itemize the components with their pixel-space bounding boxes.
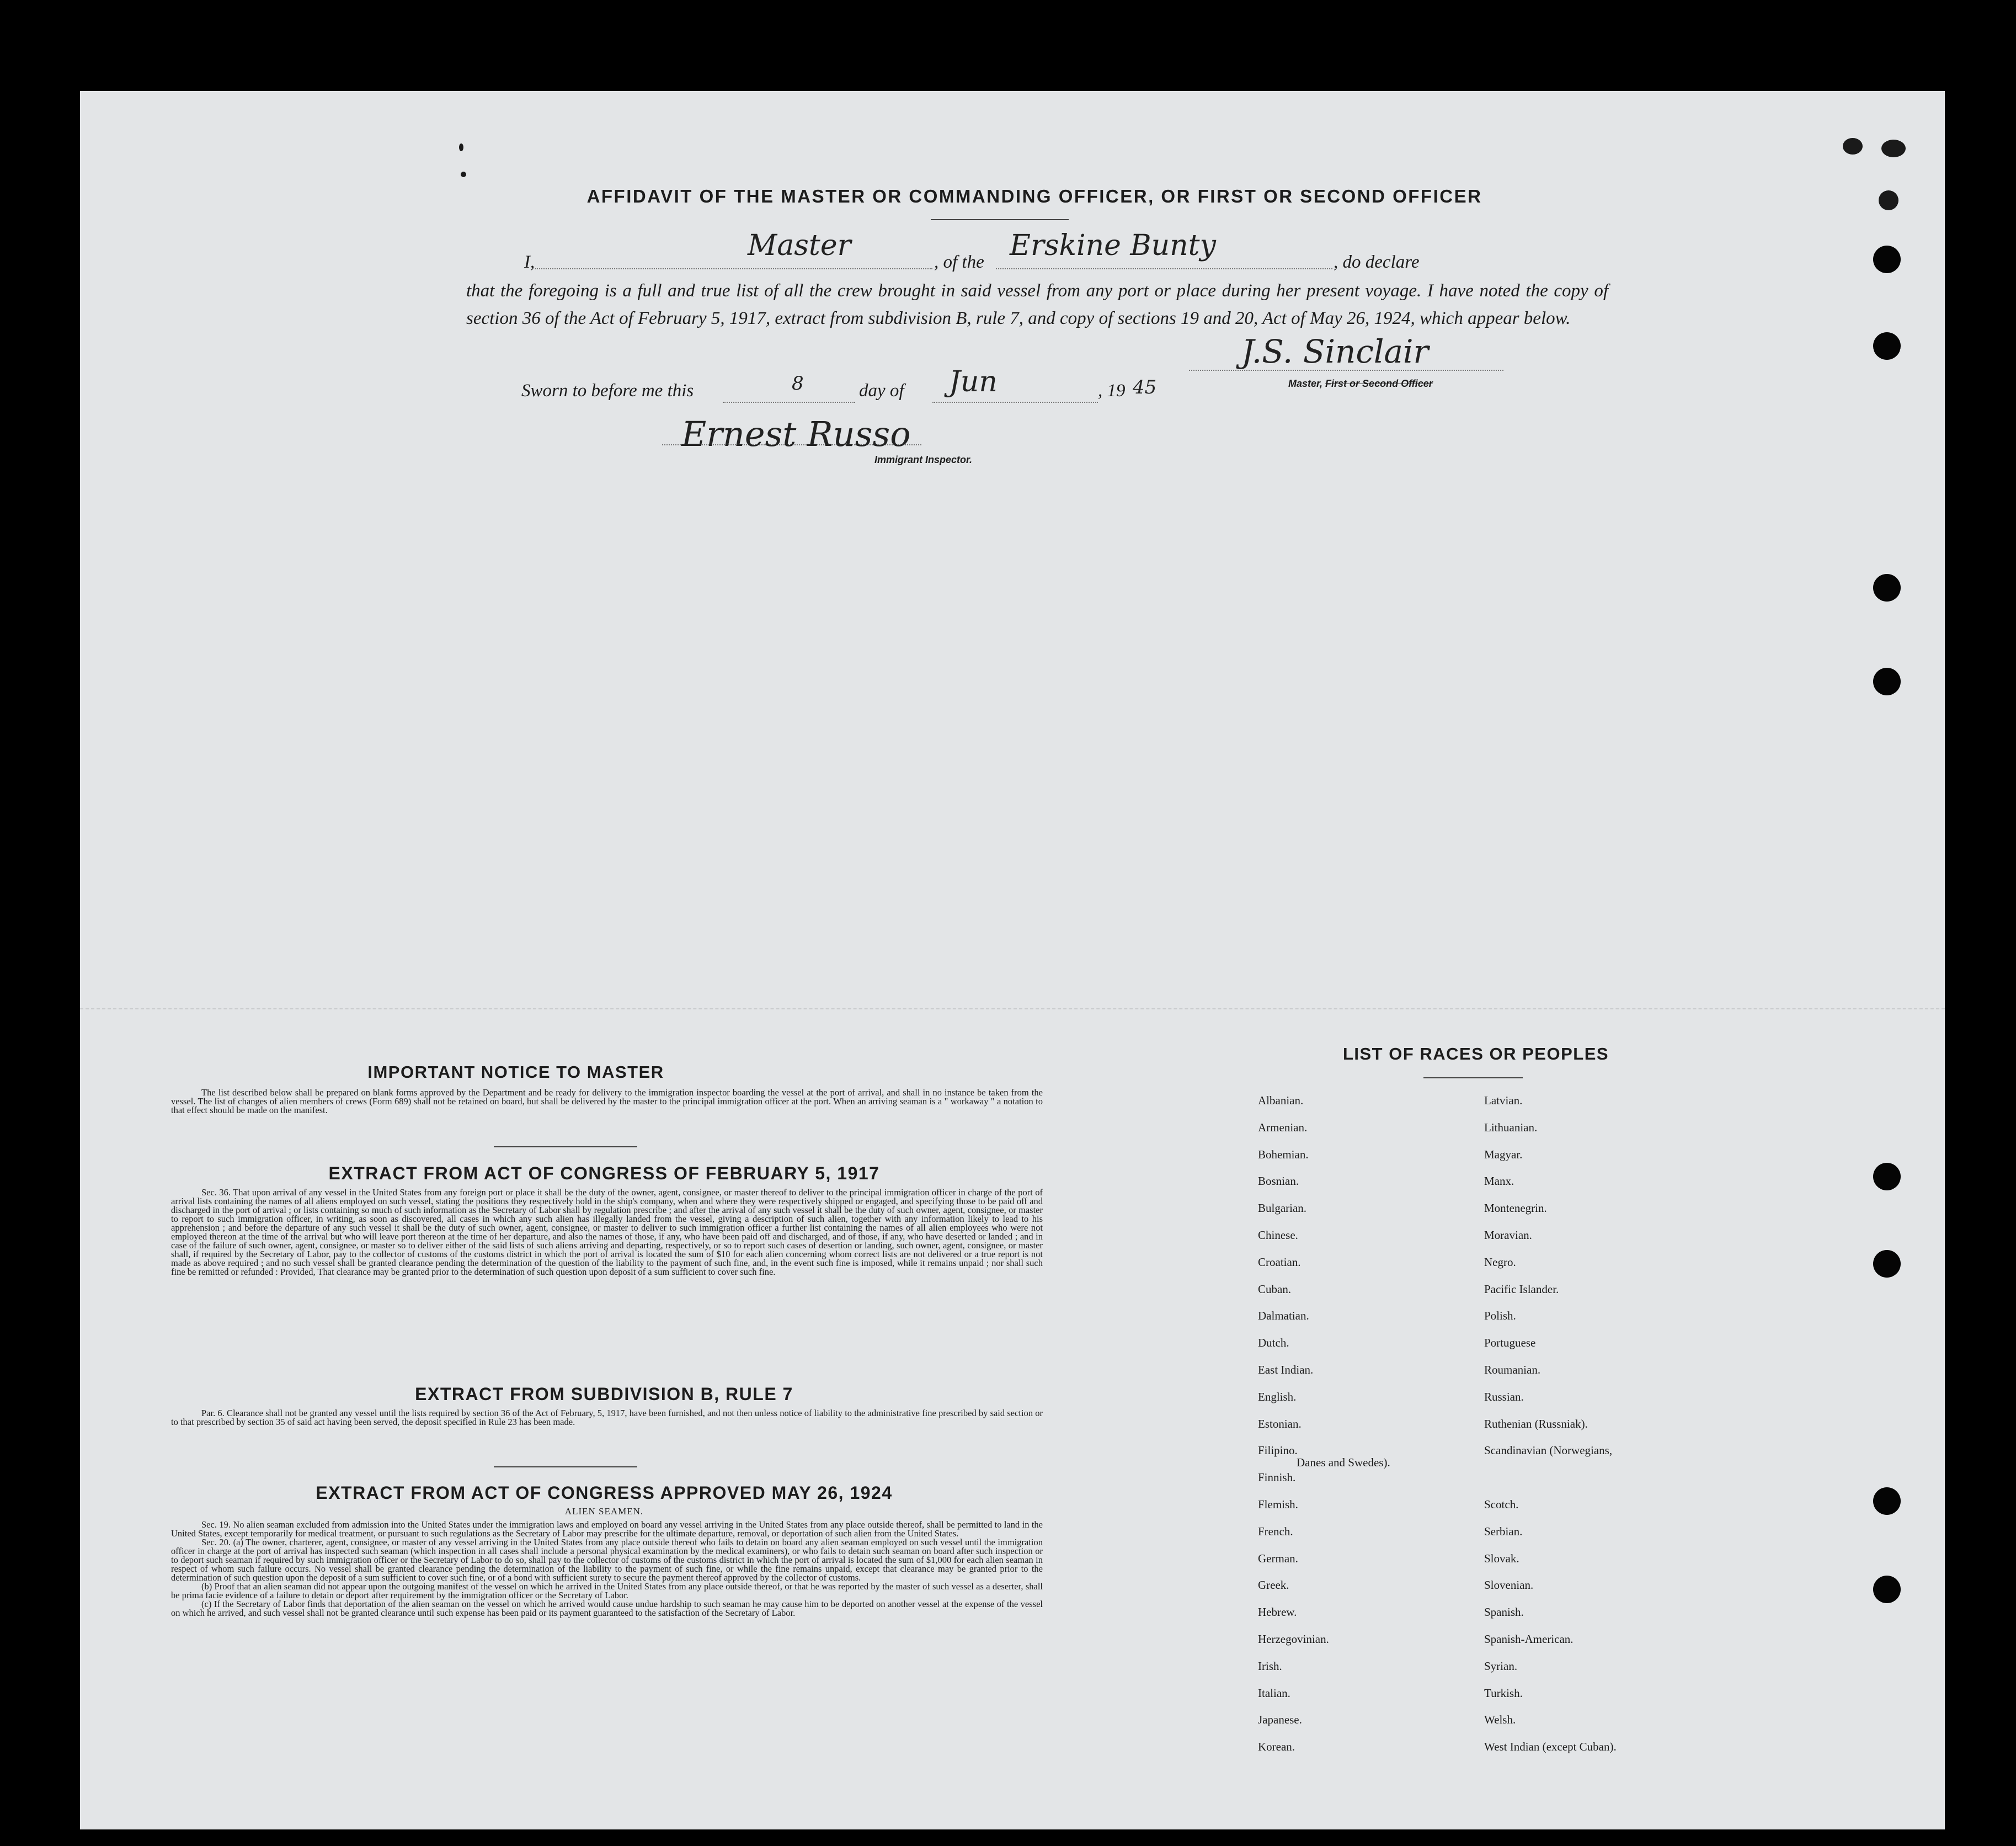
damage-mark — [1843, 138, 1863, 155]
race-item: Spanish-American. — [1484, 1632, 1574, 1646]
title-divider — [931, 219, 1069, 220]
vessel-field — [996, 268, 1332, 269]
race-item: Armenian. — [1258, 1120, 1308, 1134]
day-field — [723, 402, 855, 403]
punch-hole — [1873, 1487, 1901, 1515]
race-item: Latvian. — [1484, 1094, 1523, 1107]
punch-hole — [1873, 246, 1901, 273]
race-item: Spanish. — [1484, 1605, 1524, 1619]
race-item: Bulgarian. — [1258, 1201, 1307, 1215]
declaration-line — [466, 229, 1608, 277]
race-item: Danes and Swedes). — [1297, 1456, 1390, 1470]
race-item: German. — [1258, 1551, 1298, 1565]
sec-20a: Sec. 20. (a) The owner, charterer, agent, consignee, or master of any vessel arriving in the United States from any place outside thereof who fails to detain on board any alien seaman employed on such vessel until the immigration officer in charge at the port of arrival has inspected such seaman (which inspection in all cases shall include a personal physical examination by the medical examiners), or who fails to detain such seaman on board after such inspection or to deport such seaman if required by such immigration officer or the Secretary of Labor to do so, shall pay to the collector of customs of the customs district in which the port of arrival is located the sum of $1,000 for each alien seaman in respect of whom such failure occurs. No vessel shall be granted clearance pending the determination of the liability to the payment of such fine, or while the fine remains unpaid, except that clearance may be granted prior to the determination of such question upon the deposit of a sum sufficient to cover such fine, or of a bond with sufficient surety to secure the payment thereof approved by the collector of customs. — [171, 1537, 1043, 1583]
race-item: Russian. — [1484, 1390, 1524, 1403]
race-item: Polish. — [1484, 1309, 1516, 1323]
extract-rule7-title: EXTRACT FROM SUBDIVISION B, RULE 7 — [415, 1384, 793, 1404]
race-item: Syrian. — [1484, 1659, 1518, 1673]
race-item: Greek. — [1258, 1578, 1289, 1592]
punch-hole — [1873, 1163, 1901, 1190]
extract-1924-title: EXTRACT FROM ACT OF CONGRESS APPROVED MAY 26, 1924 — [316, 1483, 893, 1503]
inspector-signature: Ernest Russo — [681, 414, 911, 454]
race-item: Magyar. — [1484, 1147, 1523, 1161]
section-divider — [494, 1466, 637, 1467]
race-item: Albanian. — [1258, 1094, 1304, 1107]
vessel-handwritten: Erskine Bunty — [1010, 229, 1216, 262]
race-item: Croatian. — [1258, 1255, 1301, 1269]
month-handwritten: Jun — [949, 365, 998, 398]
damage-mark — [1879, 190, 1898, 210]
rank-handwritten: Master — [748, 229, 851, 262]
year-handwritten: 45 — [1133, 376, 1157, 398]
extract-1924-subtitle: ALIEN SEAMEN. — [564, 1506, 644, 1517]
inspector-caption: Immigrant Inspector. — [874, 454, 973, 465]
race-item: Ruthenian (Russniak). — [1484, 1417, 1588, 1430]
race-item: Irish. — [1258, 1659, 1282, 1673]
day-handwritten: 8 — [792, 373, 804, 395]
race-item: Portuguese — [1484, 1336, 1536, 1350]
day-of-label: day of — [859, 381, 904, 401]
race-item: Slovenian. — [1484, 1578, 1534, 1592]
race-item: Roumanian. — [1484, 1363, 1541, 1376]
sec-19: Sec. 19. No alien seaman excluded from admission into the United States under the immigration laws and employed on board any vessel arriving in the United States from any place outside thereof, shall be permitted to land in the United States, except temporarily for medical treatment, or pursuant to such regulations as the Secretary of Labor may prescribe for the ultimate departure, removal, or deportation of such alien from the United States. — [171, 1519, 1043, 1539]
punch-hole — [1873, 332, 1901, 360]
race-item: Scotch. — [1484, 1498, 1519, 1511]
of-the-label: , of the — [934, 252, 984, 272]
race-item: Pacific Islander. — [1484, 1282, 1559, 1296]
sworn-label: Sworn to before me this — [521, 381, 694, 401]
race-item: Dutch. — [1258, 1336, 1289, 1350]
sec-20b: (b) Proof that an alien seaman did not appear upon the outgoing manifest of the vessel on which he arrived in the United States from any place outside thereof, or that he was reported by the master of such vessel as a deserter, shall be prima facie evidence of a failure to detain or deport after requirement by the immigration officer or the Secretary of Labor. — [171, 1581, 1043, 1600]
month-field — [932, 402, 1098, 403]
declaration-statement: that the foregoing is a full and true list of all the crew brought in said vessel from any port or place during her present voyage. I have noted the copy of section 36 of the Act of February 5, 1917, extract from subdivision B, rule 7, and copy of sections 19 and 20, Act of May 26, 1924, which appear below. — [466, 281, 1608, 328]
race-item: Bohemian. — [1258, 1147, 1309, 1161]
punch-hole — [1873, 1250, 1901, 1278]
race-item: Serbian. — [1484, 1524, 1523, 1538]
race-item: Manx. — [1484, 1174, 1514, 1188]
race-item: Estonian. — [1258, 1417, 1302, 1430]
race-item: Flemish. — [1258, 1498, 1298, 1511]
master-caption: Master, First or Second Officer — [1288, 378, 1433, 389]
race-item: West Indian (except Cuban). — [1484, 1740, 1617, 1754]
extract-1924-text — [171, 1520, 1043, 1618]
section-divider — [494, 1146, 637, 1147]
race-item: Chinese. — [1258, 1228, 1298, 1242]
affidavit-title: AFFIDAVIT OF THE MASTER OR COMMANDING OFFICER, OR FIRST OR SECOND OFFICER — [586, 186, 1482, 206]
extract-1917-text: Sec. 36. That upon arrival of any vessel in the United States from any foreign port or place it shall be the duty of the owner, agent, consignee, or master thereof to deliver to the principal immigration officer in charge of the port of arrival lists containing the names of all aliens employed on such vessel, stating the positions they respectively hold in the ship's company, when and where they were respectively shipped or engaged, and specifying those to be paid off and discharged in the port of arrival ; or lists containing so much of such information as the Secretary of Labor shall by regulation prescribe ; and after the arrival of any such vessel it shall be the duty of such owner, agent, consignee, or master to report to such immigration officer, in writing, as soon as discovered, all cases in which any such alien has illegally landed from the vessel, giving a description of such alien, together with any information likely to lead to his apprehension ; and before the departure of any such vessel it shall be the duty of such owner, agent, consignee, or master to deliver to such immigration officer a further list containing the names of all alien employees who were not employed thereon at the time of the arrival but who will leave port thereon at the time of her departure, and also the names of those, if any, who have been paid off and discharged, and of those, if any, who have deserted or landed ; and in case of the failure of such owner, agent, consignee, or master so to deliver either of the said lists of such aliens arriving and departing, respectively, or so to report such cases of desertion or landing, such owner, agent, consignee, or master shall, if required by the Secretary of Labor, pay to the collector of customs of the customs district in which the port of arrival is located the sum of $10 for each alien concerning whom correct lists are not delivered or a true report is not made as above required ; and no such vessel shall be granted clearance pending the determination of the question of the liability to the payment of such fine, and, in the event such fine is imposed, while it remains unpaid ; nor shall such fine be remitted or refunded : Provided, That clearance may be granted prior to the determination of such question upon deposit of a sum sufficient to cover such fine. — [171, 1187, 1043, 1277]
declare-label: , do declare — [1334, 252, 1420, 272]
race-item: English. — [1258, 1390, 1297, 1403]
race-item: French. — [1258, 1524, 1293, 1538]
race-item: East Indian. — [1258, 1363, 1314, 1376]
race-item: Korean. — [1258, 1740, 1295, 1754]
master-signature: J.S. Sinclair — [1241, 333, 1429, 370]
damage-mark — [461, 172, 466, 177]
punch-hole — [1873, 574, 1901, 602]
form-sheet — [80, 91, 1945, 1829]
race-item: Negro. — [1484, 1255, 1516, 1269]
race-item: Moravian. — [1484, 1228, 1532, 1242]
race-item: Montenegrin. — [1484, 1201, 1547, 1215]
race-item: Bosnian. — [1258, 1174, 1299, 1188]
fold-line — [80, 1008, 1945, 1009]
notice-text: The list described below shall be prepared on blank forms approved by the Department and be ready for delivery to the immigration inspector boarding the vessel at the port of arrival, and shall in no instance be taken from the vessel. The list of changes of alien members of crews (Form 689) shall not be retained on board, but shall be delivered by the master to the principal immigration officer at the port. When an arriving seaman is a " workaway " a notation to that effect should be made on the manifest. — [171, 1087, 1043, 1115]
race-item: Hebrew. — [1258, 1605, 1297, 1619]
race-item: Filipino. — [1258, 1444, 1298, 1457]
damage-mark — [459, 143, 463, 151]
race-item: Scandinavian (Norwegians, — [1484, 1444, 1613, 1457]
race-item: Finnish. — [1258, 1471, 1296, 1485]
extract-rule7-text: Par. 6. Clearance shall not be granted any vessel until the lists required by section 36 of the Act of February, 5, 1917, have been furnished, and not then unless notice of liability to the administrative fine prescribed by said section or to that prescribed by section 35 of said act having been served, the deposit specified in Rule 23 has been made. — [171, 1408, 1043, 1427]
punch-hole — [1873, 1576, 1901, 1603]
race-item: Herzegovinian. — [1258, 1632, 1329, 1646]
affidavit-body — [466, 229, 1608, 332]
race-item: Cuban. — [1258, 1282, 1292, 1296]
race-item: Lithuanian. — [1484, 1120, 1538, 1134]
notice-title: IMPORTANT NOTICE TO MASTER — [367, 1062, 664, 1082]
race-item: Dalmatian. — [1258, 1309, 1309, 1323]
extract-1917-title: EXTRACT FROM ACT OF CONGRESS OF FEBRUARY 5, 1917 — [328, 1163, 880, 1183]
race-item: Japanese. — [1258, 1713, 1302, 1727]
rank-field — [535, 268, 932, 269]
punch-hole — [1873, 668, 1901, 695]
sec-20c: (c) If the Secretary of Labor finds that deportation of the alien seaman on the vessel on which he arrived would cause undue hardship to such seaman he may cause him to be deported on another vessel at the expense of the vessel on which he arrived, and such vessel shall not be granted clearance until such expense has been paid or its payment guaranteed to the satisfaction of the Secretary of Labor. — [171, 1599, 1043, 1618]
damage-mark — [1881, 140, 1906, 157]
race-item: Slovak. — [1484, 1551, 1519, 1565]
year-prefix: , 19 — [1098, 381, 1126, 401]
race-item: Italian. — [1258, 1686, 1290, 1700]
struck-officer-text: First or Second Officer — [1325, 378, 1433, 389]
i-label: I, — [524, 252, 535, 272]
races-title: LIST OF RACES OR PEOPLES — [1342, 1044, 1609, 1063]
race-item: Turkish. — [1484, 1686, 1523, 1700]
races-divider — [1423, 1077, 1523, 1078]
race-item: Welsh. — [1484, 1713, 1516, 1727]
